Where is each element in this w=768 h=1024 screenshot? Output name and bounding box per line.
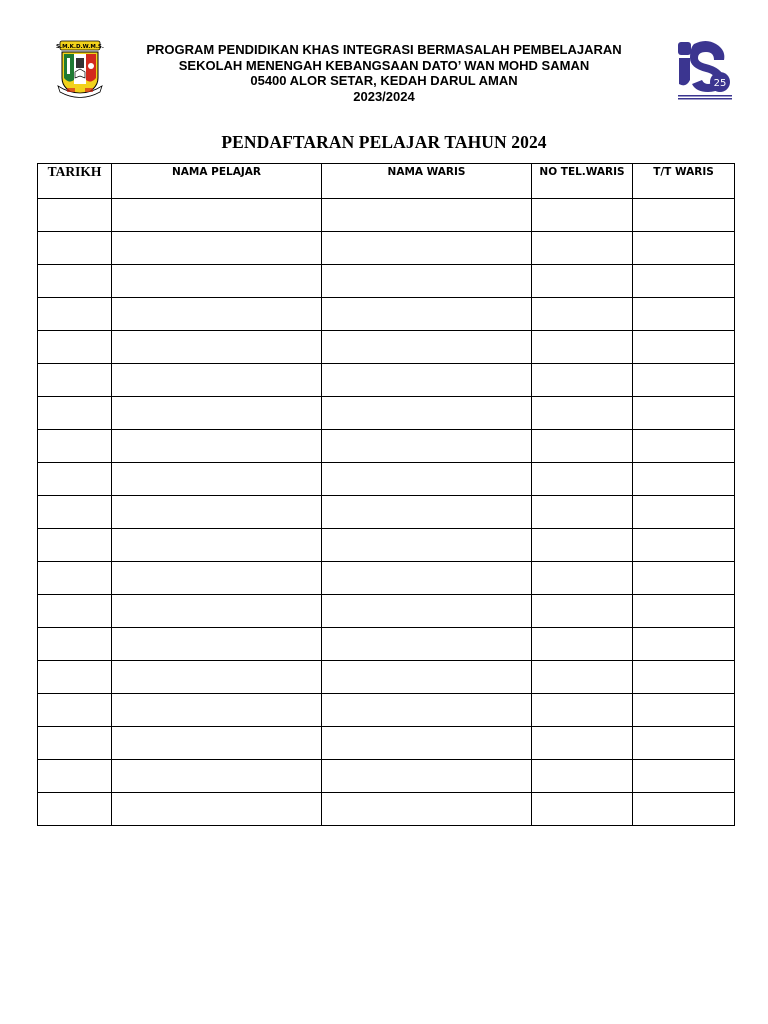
crest-banner-text: S.M.K.D.W.M.S. <box>56 44 104 50</box>
cell-nama-waris[interactable] <box>322 595 532 628</box>
cell-no-tel-waris[interactable] <box>532 463 633 496</box>
column-header-no-tel-waris: NO TEL.WARIS <box>532 164 633 199</box>
cell-tt-waris[interactable] <box>633 232 735 265</box>
cell-nama-pelajar[interactable] <box>112 793 322 826</box>
table-row <box>38 496 735 529</box>
cell-tt-waris[interactable] <box>633 397 735 430</box>
cell-tarikh[interactable] <box>38 397 112 430</box>
cell-nama-waris[interactable] <box>322 430 532 463</box>
cell-no-tel-waris[interactable] <box>532 628 633 661</box>
cell-tt-waris[interactable] <box>633 364 735 397</box>
table-row <box>38 430 735 463</box>
cell-nama-pelajar[interactable] <box>112 727 322 760</box>
cell-nama-pelajar[interactable] <box>112 397 322 430</box>
cell-nama-pelajar[interactable] <box>112 232 322 265</box>
cell-nama-waris[interactable] <box>322 529 532 562</box>
cell-nama-waris[interactable] <box>322 727 532 760</box>
cell-tarikh[interactable] <box>38 331 112 364</box>
cell-no-tel-waris[interactable] <box>532 430 633 463</box>
cell-tt-waris[interactable] <box>633 331 735 364</box>
table-row <box>38 694 735 727</box>
cell-nama-waris[interactable] <box>322 694 532 727</box>
table-row <box>38 562 735 595</box>
column-header-tt-waris: T/T WARIS <box>633 164 735 199</box>
table-row <box>38 364 735 397</box>
cell-nama-pelajar[interactable] <box>112 628 322 661</box>
cell-tt-waris[interactable] <box>633 463 735 496</box>
cell-tt-waris[interactable] <box>633 496 735 529</box>
cell-tt-waris[interactable] <box>633 529 735 562</box>
column-header-nama-pelajar: NAMA PELAJAR <box>112 164 322 199</box>
cell-nama-pelajar[interactable] <box>112 661 322 694</box>
cell-tarikh[interactable] <box>38 694 112 727</box>
table-row <box>38 232 735 265</box>
cell-no-tel-waris[interactable] <box>532 199 633 232</box>
cell-no-tel-waris[interactable] <box>532 331 633 364</box>
cell-tt-waris[interactable] <box>633 298 735 331</box>
cell-nama-pelajar[interactable] <box>112 562 322 595</box>
cell-nama-pelajar[interactable] <box>112 463 322 496</box>
cell-nama-pelajar[interactable] <box>112 529 322 562</box>
school-session: 2023/2024 <box>353 88 415 104</box>
cell-no-tel-waris[interactable] <box>532 760 633 793</box>
cell-nama-waris[interactable] <box>322 496 532 529</box>
cell-nama-waris[interactable] <box>322 331 532 364</box>
cell-tt-waris[interactable] <box>633 430 735 463</box>
cell-tt-waris[interactable] <box>633 562 735 595</box>
cell-tarikh[interactable] <box>38 529 112 562</box>
cell-no-tel-waris[interactable] <box>532 661 633 694</box>
cell-tarikh[interactable] <box>38 661 112 694</box>
column-header-nama-waris: NAMA WARIS <box>322 164 532 199</box>
cell-nama-waris[interactable] <box>322 760 532 793</box>
cell-tarikh[interactable] <box>38 760 112 793</box>
program-name: PROGRAM PENDIDIKAN KHAS INTEGRASI BERMASALAH PEMBELAJARAN <box>146 42 622 57</box>
cell-nama-pelajar[interactable] <box>112 496 322 529</box>
cell-nama-pelajar[interactable] <box>112 331 322 364</box>
cell-tarikh[interactable] <box>38 463 112 496</box>
logo-number: 25 <box>713 78 727 89</box>
cell-no-tel-waris[interactable] <box>532 364 633 397</box>
school-address: 05400 ALOR SETAR, KEDAH DARUL AMAN <box>250 73 518 88</box>
cell-nama-pelajar[interactable] <box>112 199 322 232</box>
table-row <box>38 760 735 793</box>
table-row <box>38 793 735 826</box>
table-row <box>38 331 735 364</box>
document-header <box>0 0 768 110</box>
cell-tarikh[interactable] <box>38 727 112 760</box>
cell-tt-waris[interactable] <box>633 595 735 628</box>
cell-nama-pelajar[interactable] <box>112 430 322 463</box>
page-title: PENDAFTARAN PELAJAR TAHUN 2024 <box>221 132 547 152</box>
cell-no-tel-waris[interactable] <box>532 232 633 265</box>
cell-nama-waris[interactable] <box>322 397 532 430</box>
cell-tt-waris[interactable] <box>633 694 735 727</box>
school-name: SEKOLAH MENENGAH KEBANGSAAN DATO’ WAN MOHD SAMAN <box>178 57 590 73</box>
ppki-25-logo-icon <box>676 40 734 100</box>
cell-nama-waris[interactable] <box>322 793 532 826</box>
cell-nama-pelajar[interactable] <box>112 265 322 298</box>
cell-nama-waris[interactable] <box>322 298 532 331</box>
cell-tarikh[interactable] <box>38 430 112 463</box>
cell-nama-waris[interactable] <box>322 232 532 265</box>
school-crest-icon <box>54 40 106 102</box>
cell-nama-waris[interactable] <box>322 562 532 595</box>
table-body <box>38 199 735 826</box>
table-header-row <box>38 164 735 199</box>
cell-no-tel-waris[interactable] <box>532 793 633 826</box>
cell-tt-waris[interactable] <box>633 661 735 694</box>
table-row <box>38 595 735 628</box>
cell-tarikh[interactable] <box>38 562 112 595</box>
cell-tarikh[interactable] <box>38 793 112 826</box>
cell-no-tel-waris[interactable] <box>532 529 633 562</box>
table-row <box>38 661 735 694</box>
cell-no-tel-waris[interactable] <box>532 694 633 727</box>
cell-no-tel-waris[interactable] <box>532 562 633 595</box>
cell-tt-waris[interactable] <box>633 727 735 760</box>
cell-nama-waris[interactable] <box>322 265 532 298</box>
table-row <box>38 529 735 562</box>
cell-nama-waris[interactable] <box>322 199 532 232</box>
table-row <box>38 463 735 496</box>
cell-no-tel-waris[interactable] <box>532 727 633 760</box>
cell-tarikh[interactable] <box>38 595 112 628</box>
cell-tarikh[interactable] <box>38 364 112 397</box>
cell-nama-pelajar[interactable] <box>112 760 322 793</box>
cell-tt-waris[interactable] <box>633 628 735 661</box>
cell-tt-waris[interactable] <box>633 199 735 232</box>
table-row <box>38 397 735 430</box>
cell-nama-pelajar[interactable] <box>112 364 322 397</box>
school-heading <box>110 42 658 104</box>
table-row <box>38 199 735 232</box>
table-row <box>38 628 735 661</box>
cell-tarikh[interactable] <box>38 232 112 265</box>
cell-no-tel-waris[interactable] <box>532 265 633 298</box>
table-row <box>38 298 735 331</box>
cell-nama-waris[interactable] <box>322 463 532 496</box>
cell-tarikh[interactable] <box>38 298 112 331</box>
cell-no-tel-waris[interactable] <box>532 496 633 529</box>
column-header-tarikh: TARIKH <box>38 164 112 199</box>
cell-tarikh[interactable] <box>38 265 112 298</box>
cell-tarikh[interactable] <box>38 199 112 232</box>
cell-tt-waris[interactable] <box>633 760 735 793</box>
table-row <box>38 265 735 298</box>
cell-nama-pelajar[interactable] <box>112 298 322 331</box>
cell-no-tel-waris[interactable] <box>532 397 633 430</box>
cell-tarikh[interactable] <box>38 496 112 529</box>
cell-no-tel-waris[interactable] <box>532 298 633 331</box>
cell-nama-waris[interactable] <box>322 364 532 397</box>
cell-nama-pelajar[interactable] <box>112 694 322 727</box>
cell-nama-waris[interactable] <box>322 628 532 661</box>
cell-tt-waris[interactable] <box>633 265 735 298</box>
cell-tt-waris[interactable] <box>633 793 735 826</box>
cell-nama-waris[interactable] <box>322 661 532 694</box>
registration-table <box>37 163 735 826</box>
table-row <box>38 727 735 760</box>
cell-tarikh[interactable] <box>38 628 112 661</box>
cell-nama-pelajar[interactable] <box>112 595 322 628</box>
cell-no-tel-waris[interactable] <box>532 595 633 628</box>
